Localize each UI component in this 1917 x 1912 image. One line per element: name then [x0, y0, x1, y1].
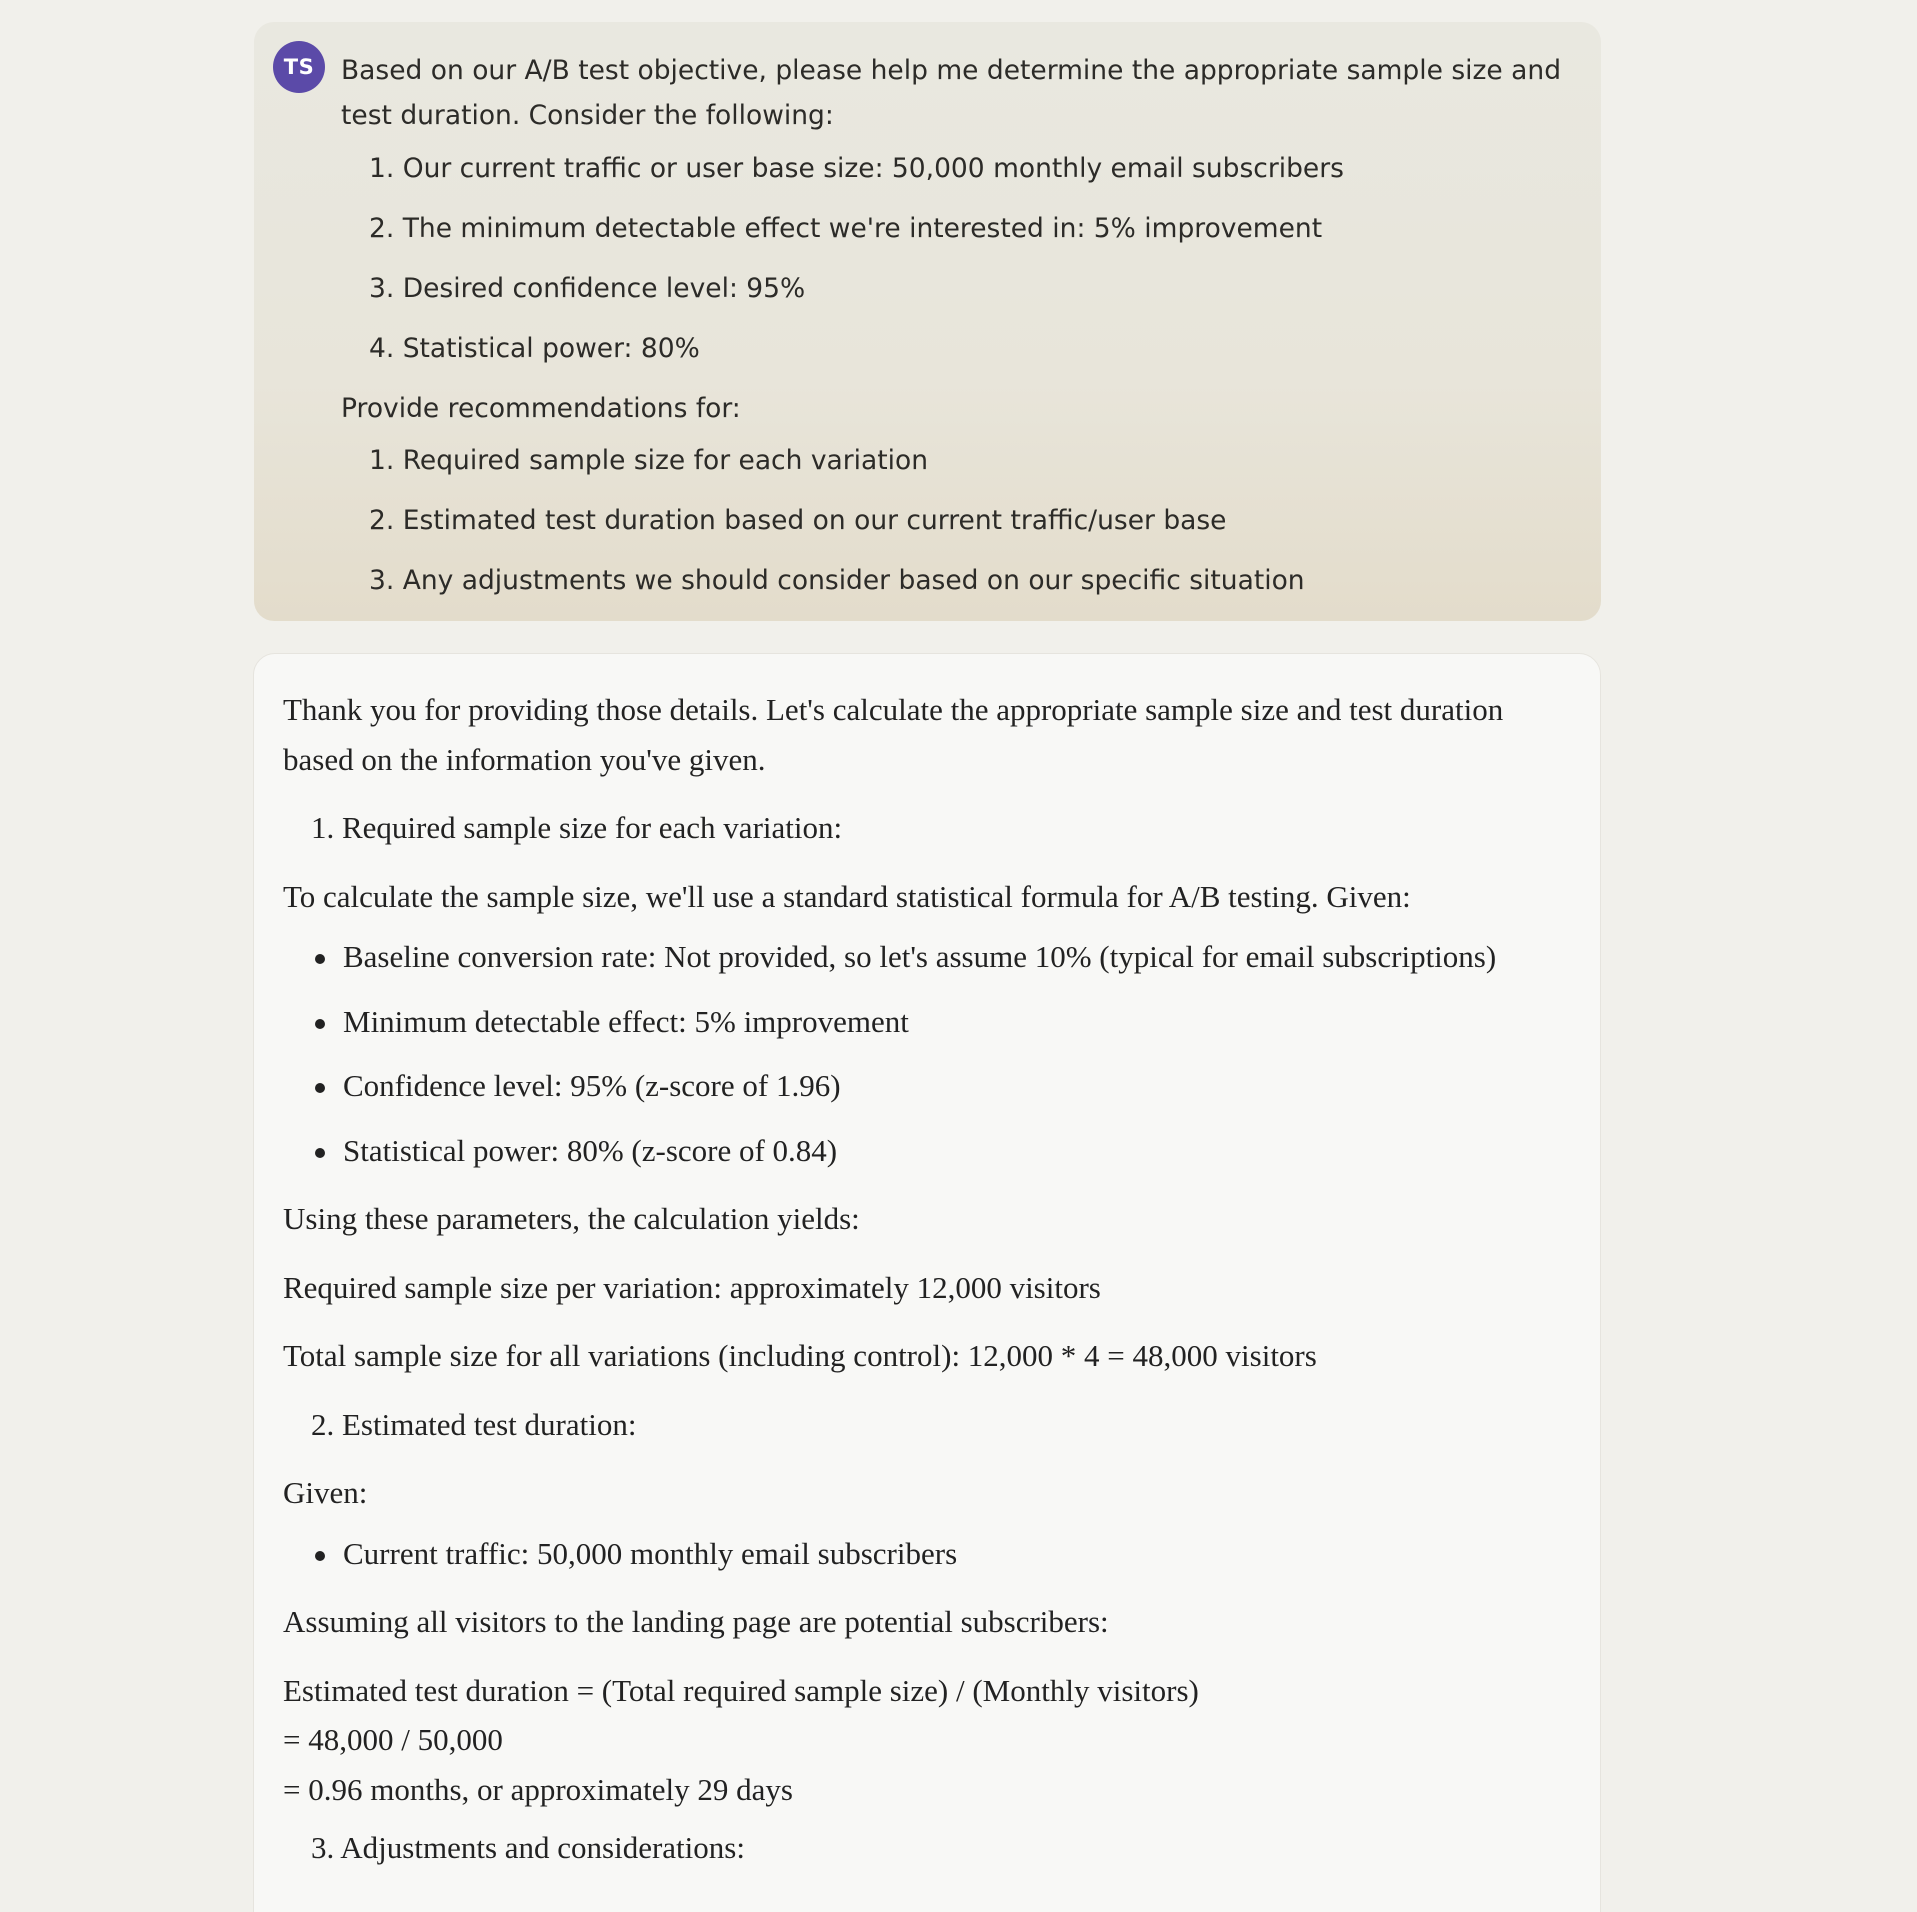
assumption-line: Assuming all visitors to the landing page are potential subscribers:	[283, 1604, 1109, 1639]
list-item: 2. Estimated test duration based on our current traffic/user base	[369, 505, 1227, 536]
recommendations-label: Provide recommendations for:	[341, 393, 741, 424]
traffic-list	[283, 1529, 1570, 1579]
section-intro: To calculate the sample size, we'll use a standard statistical formula for A/B testing. Given:	[283, 878, 1411, 914]
list-item: 4. Statistical power: 80%	[369, 333, 700, 364]
calc-line: = 48,000 / 50,000	[283, 1722, 503, 1757]
duration-calculation	[283, 1666, 1570, 1815]
per-variation-result: Required sample size per variation: approximately 12,000 visitors	[283, 1269, 1101, 1305]
section-heading-duration: 2. Estimated test duration:	[311, 1406, 637, 1442]
user-intro: Based on our A/B test objective, please help me determine the appropriate sample size and test duration. Consider the following:	[341, 55, 1562, 131]
list-item: 2. The minimum detectable effect we're interested in: 5% improvement	[369, 213, 1323, 244]
assistant-message	[253, 653, 1601, 1912]
total-sample-result: Total sample size for all variations (including control): 12,000 * 4 = 48,000 visitors	[283, 1338, 1317, 1373]
list-item: 3. Desired confidence level: 95%	[369, 273, 806, 304]
list-item: Minimum detectable effect: 5% improvement	[283, 997, 1570, 1047]
list-item: Current traffic: 50,000 monthly email subscribers	[283, 1529, 1570, 1579]
list-item: 1. Our current traffic or user base size: 50,000 monthly email subscribers	[369, 153, 1344, 184]
user-message-text	[341, 48, 1561, 603]
list-item: Baseline conversion rate: Not provided, so let's assume 10% (typical for email subscriptions)	[283, 932, 1570, 982]
list-item: 1. Required sample size for each variation	[369, 445, 929, 476]
section-heading-adjustments: 3. Adjustments and considerations:	[311, 1830, 745, 1865]
list-item: Confidence level: 95% (z-score of 1.96)	[283, 1061, 1570, 1111]
recommendations-list	[341, 438, 1561, 603]
considerations-list	[341, 146, 1561, 371]
calc-line: = 0.96 months, or approximately 29 days	[283, 1771, 793, 1807]
list-item: Statistical power: 80% (z-score of 0.84)	[283, 1126, 1570, 1176]
params-line: Using these parameters, the calculation yields:	[283, 1201, 860, 1236]
assistant-message-text	[283, 685, 1570, 1873]
assumptions-list	[283, 932, 1570, 1175]
list-item: 3. Any adjustments we should consider based on our specific situation	[369, 565, 1305, 596]
user-avatar: TS	[273, 41, 325, 93]
assistant-intro: Thank you for providing those details. Let's calculate the appropriate sample size and test duration based on the information you've given.	[283, 692, 1504, 777]
section-heading-sample-size: 1. Required sample size for each variation:	[311, 810, 843, 845]
calc-line: Estimated test duration = (Total required sample size) / (Monthly visitors)	[283, 1672, 1199, 1708]
given-label: Given:	[283, 1475, 368, 1510]
user-message	[254, 22, 1601, 621]
